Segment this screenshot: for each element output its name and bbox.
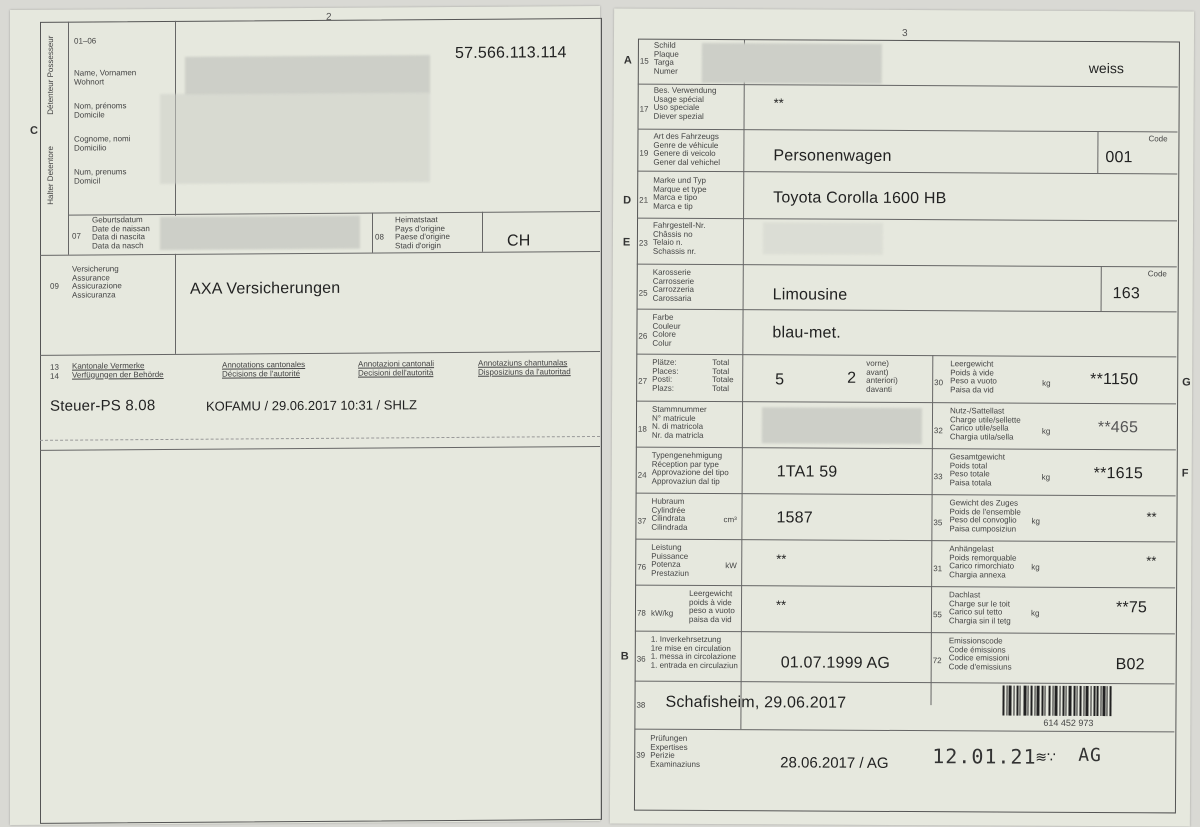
insurance-value: AXA Versicherungen <box>190 279 341 298</box>
unit-78: kW/kg <box>650 608 674 618</box>
inspection-value: 28.06.2017 / AG <box>780 754 889 772</box>
code-27: 27 <box>638 376 648 386</box>
letter-f: F <box>1181 467 1189 480</box>
letter-a: A <box>623 54 632 67</box>
first-registration-value: 01.07.1999 AG <box>780 654 891 672</box>
label-body: Karosserie Carrosserie Carrozzeria Carossaria <box>652 267 695 303</box>
seats-total-value: 5 <box>775 371 785 389</box>
emission-code-value: B02 <box>1115 656 1145 674</box>
code-39: 39 <box>636 750 646 760</box>
label-seats: Plätze: Places: Posti: Plazs: <box>652 357 679 393</box>
label-first-registration: 1. Inverkehrsetzung 1re mise en circulation 1. messa in circolazione 1. entrada en circulaziun <box>650 634 738 670</box>
barcode <box>1002 686 1111 717</box>
annotations-de: Kantonale Vermerke Verfügungen der Behörde <box>72 361 164 380</box>
roof-load-value: **75 <box>1115 599 1148 617</box>
unit-33: kg <box>1041 472 1051 482</box>
unit-55: kg <box>1030 608 1040 618</box>
code-17: 17 <box>639 104 649 114</box>
annotations-rm: Annotaziuns chantunalas Disposiziuns da l'autoritad <box>478 358 571 377</box>
label-inspections: Prüfungen Expertises Perizie Examinaziuns <box>650 733 701 769</box>
holder-vertical-label-fr: Détenteur Possesseur <box>46 35 55 115</box>
power-weight-value: ** <box>775 597 787 613</box>
colour-value: blau-met. <box>772 324 841 342</box>
code-36: 36 <box>636 654 646 664</box>
code-header-25: Code <box>1147 269 1167 279</box>
label-power: Leistung Puissance Potenza Prestaziun <box>651 542 690 578</box>
code-15: 15 <box>639 56 649 66</box>
label-emission-code: Emissionscode Code émissions Codice emissioni Code d'emissiuns <box>948 636 1012 672</box>
right-page <box>610 8 1194 826</box>
label-name-it: Cognome, nomi Domicilio <box>74 134 131 153</box>
label-displacement: Hubraum Cylindrée Cilindrata Cilindrada <box>651 496 688 532</box>
body-code: 163 <box>1112 285 1140 303</box>
annotations-it: Annotazioni cantonali Decisioni dell'autorità <box>358 359 435 378</box>
code-35: 35 <box>933 518 943 528</box>
body-value: Limousine <box>772 286 848 304</box>
code-21: 21 <box>639 195 649 205</box>
plate-colour-value: weiss <box>1088 59 1124 77</box>
code-78: 78 <box>636 608 646 618</box>
code-32: 32 <box>933 426 943 436</box>
total-weight-value: **1615 <box>1093 465 1144 483</box>
section-letter-c: C <box>30 124 38 137</box>
code-55: 55 <box>932 610 942 620</box>
label-empty-weight: Leergewicht Poids à vide Peso a vuoto Paisa da vid <box>950 359 997 394</box>
label-total-weight: Gesamtgewicht Poids total Peso totale Paisa totala <box>949 452 1005 487</box>
annotation-tax: Steuer-PS 8.08 <box>50 397 156 415</box>
redacted-address <box>160 92 430 184</box>
label-towing: Anhängelast Poids remorquable Carico rimorchiato Chargia annexa <box>949 544 1017 580</box>
unit-32: kg <box>1041 426 1051 436</box>
code-01-06: 01–06 <box>74 36 97 46</box>
label-insurance: Versicherung Assurance Assicurazione Assicuranza <box>72 264 122 300</box>
label-power-weight: Leergewicht poids à vide peso a vuoto paisa da vid <box>688 588 735 624</box>
train-weight-value: ** <box>1146 509 1157 525</box>
label-name-de: Name, Vornamen Wohnort <box>74 68 137 87</box>
page-number-left: 2 <box>326 11 332 23</box>
code-19: 19 <box>639 148 649 158</box>
code-14: 14 <box>50 371 59 381</box>
label-vehicle-kind: Art des Fahrzeugs Genre de véhicule Genere di veicolo Gener dal vehichel <box>653 131 721 167</box>
label-origin: Heimatstaat Pays d'origine Paese d'origine Stadi d'origin <box>395 215 450 250</box>
inspection-stamp-canton: AG <box>1078 744 1102 767</box>
code-13: 13 <box>50 362 59 372</box>
code-30: 30 <box>934 378 944 388</box>
code-72: 72 <box>932 656 942 666</box>
code-76: 76 <box>637 562 647 572</box>
label-birthdate: Geburtsdatum Date de naissan Data di nascita Data da nasch <box>92 215 150 250</box>
code-07: 07 <box>72 231 81 241</box>
label-seats-front: vorne) avant) anteriori) davanti <box>866 358 898 394</box>
code-08: 08 <box>375 232 384 242</box>
type-approval-value: 1TA1 59 <box>776 463 838 481</box>
redacted-plate <box>702 43 882 84</box>
special-use-value: ** <box>773 95 784 111</box>
label-seats-total: Total Total Totale Total <box>712 358 734 393</box>
label-plate: Schild Plaque Targa Numer <box>653 40 679 76</box>
unit-31: kg <box>1031 562 1040 572</box>
document-number: 57.566.113.114 <box>455 44 567 62</box>
redacted-chassis <box>763 222 883 255</box>
inspection-stamp-date: 12.01.21 <box>932 744 1037 769</box>
towing-value: ** <box>1146 553 1157 569</box>
seats-front-value: 2 <box>847 369 857 387</box>
issue-place-date: Schafisheim, 29.06.2017 <box>665 693 847 712</box>
displacement-value: 1587 <box>776 509 813 527</box>
letter-e: E <box>622 236 631 249</box>
code-26: 26 <box>638 331 648 341</box>
inspection-stamp-glyph: ≋∵ <box>1035 748 1056 765</box>
label-make-type: Marke und Typ Marque et type Marca e tipo Marca e tip <box>653 175 707 211</box>
annotation-kofamu: KOFAMU / 29.06.2017 10:31 / SHLZ <box>206 397 418 414</box>
code-31: 31 <box>933 564 943 574</box>
page-number-right: 3 <box>901 27 908 40</box>
label-name-rm: Num, prenums Domicil <box>74 167 127 186</box>
label-name-fr: Nom, prénoms Domicile <box>74 101 127 120</box>
unit-76: kW <box>725 561 737 571</box>
letter-g: G <box>1182 376 1191 389</box>
code-37: 37 <box>637 516 647 526</box>
redacted-master-number <box>762 407 922 444</box>
vehicle-kind-code: 001 <box>1105 149 1133 167</box>
redacted-birthdate <box>160 216 360 250</box>
label-payload: Nutz-/Sattellast Charge utile/sellette Carico utile/sella Chargia utila/sella <box>949 406 1021 442</box>
label-roof-load: Dachlast Charge sur le toit Carico sul tetto Chargia sin il tetg <box>948 590 1011 626</box>
origin-value: CH <box>507 232 531 250</box>
code-33: 33 <box>933 472 943 482</box>
redacted-name <box>185 55 430 95</box>
code-25: 25 <box>638 288 648 298</box>
power-value: ** <box>776 551 787 567</box>
label-type-approval: Typengenehmigung Réception par type Approvazione del tipo Approvaziun dal tip <box>651 450 729 486</box>
unit-37: cm³ <box>723 515 737 525</box>
unit-30: kg <box>1042 378 1051 388</box>
label-master-number: Stammnummer N° matricule N. di matricola Nr. da matricla <box>651 404 707 440</box>
label-chassis: Fahrgestell-Nr. Châssis no Telaio n. Schassis nr. <box>652 220 706 256</box>
make-type-value: Toyota Corolla 1600 HB <box>773 189 947 208</box>
code-38: 38 <box>636 700 646 710</box>
vehicle-kind-value: Personenwagen <box>773 147 892 165</box>
annotations-fr: Annotations cantonales Décisions de l'autorité <box>222 359 306 379</box>
label-colour: Farbe Couleur Colore Colur <box>652 312 681 348</box>
letter-b: B <box>620 650 629 663</box>
code-header-19: Code <box>1148 134 1168 144</box>
letter-d: D <box>623 194 632 207</box>
code-24: 24 <box>637 470 647 480</box>
label-special-use: Bes. Verwendung Usage spécial Uso speciale Diever spezial <box>653 85 717 121</box>
label-train-weight: Gewicht des Zuges Poids de l'ensemble Peso del convoglio Paisa cumposiziun <box>949 498 1021 534</box>
payload-value: **465 <box>1097 419 1139 437</box>
left-page <box>10 6 600 825</box>
code-18: 18 <box>637 424 647 434</box>
code-23: 23 <box>638 238 648 248</box>
holder-vertical-label: Halter Detentore <box>46 146 55 205</box>
unit-35: kg <box>1031 516 1040 526</box>
code-09: 09 <box>50 281 59 291</box>
empty-weight-value: **1150 <box>1090 370 1139 389</box>
barcode-number: 614 452 973 <box>1043 717 1094 729</box>
